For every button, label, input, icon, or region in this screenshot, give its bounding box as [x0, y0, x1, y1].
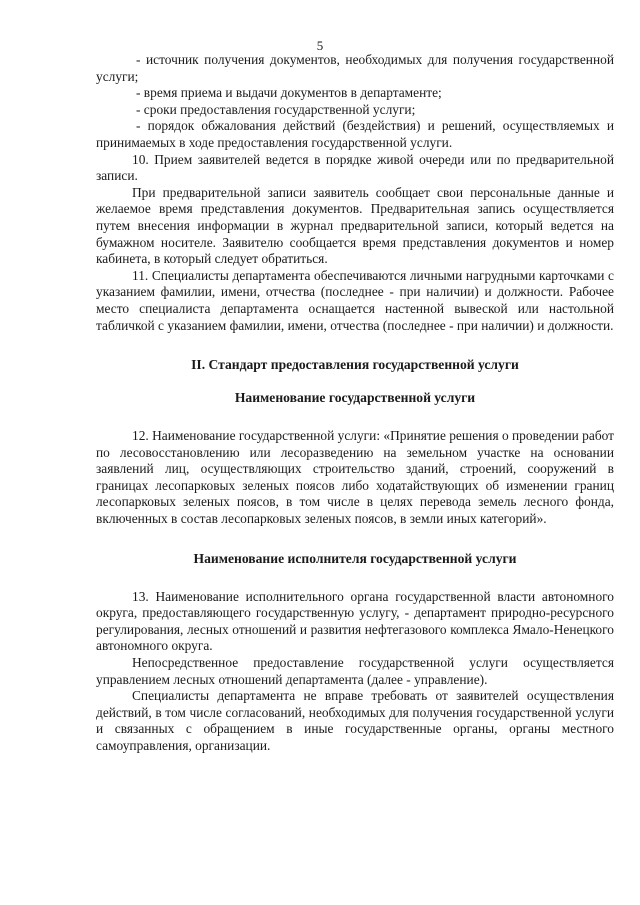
list-item-source: - источник получения документов, необходимых для получения государственной услуги;	[96, 52, 614, 84]
paragraph-12: 12. Наименование государственной услуги: «Принятие решения о проведении работ по лесовосстановлению или лесоразведению на земельном участке на основании заявлений лиц, осуществляющих строительство зданий, строений, сооружений в границах лесопарковых зеленых поясов либо ходатайствующих об изменении границ лесопарковых зеленых поясов, в том числе в целях перевода земель лесного фонда, включенных в состав лесопарковых зеленых поясов, в земли иных категорий».	[96, 428, 615, 527]
subsection-title-executor: Наименование исполнителя государственной услуги	[193, 550, 517, 566]
page-number: 5	[316, 38, 324, 53]
list-item-appeal: - порядок обжалования действий (бездействия) и решений, осуществляемых и принимаемых в ходе предоставления государственной услуги.	[96, 118, 614, 150]
paragraph-13: 13. Наименование исполнительного органа государственной власти автономного округа, предоставляющего государственную услугу, - департамент природно-ресурсного регулирования, лесных отношений и развития нефтегазового комплекса Ямало-Ненецкого автономного округа.	[96, 588, 614, 654]
section-title: II. Стандарт предоставления государственной услуги	[191, 357, 519, 373]
list-item-terms: - сроки предоставления государственной услуги;	[136, 101, 416, 117]
page-content	[96, 52, 614, 755]
paragraph-13-direct: Непосредственное предоставление государственной услуги осуществляется управлением лесных отношений департамента (далее - управление).	[96, 655, 614, 687]
paragraph-10-prerecord: При предварительной записи заявитель сообщает свои персональные данные и желаемое время представления документов. Предварительная запись осуществляется путем внесения информации в журнал предварительной записи, который ведется на бумажном носителе. Заявителю сообщается время представления документов и номер кабинета, в который следует обратиться.	[96, 184, 614, 267]
list-item-time: - время приема и выдачи документов в департаменте;	[136, 85, 442, 101]
paragraph-10: 10. Прием заявителей ведется в порядке живой очереди или по предварительной записи.	[96, 151, 614, 184]
paragraph-13-specialists: Специалисты департамента не вправе требовать от заявителей осуществления действий, в том числе согласований, необходимых для получения государственной услуги и связанных с обращением в иные государственные органы, органы местного самоуправления, организации.	[96, 688, 614, 753]
paragraph-11: 11. Специалисты департамента обеспечиваются личными нагрудными карточками с указанием фамилии, имени, отчества (последнее - при наличии) и должности. Рабочее место специалиста департамента оснащается настенной вывеской или настольной табличкой с указанием фамилии, имени, отчества (последнее - при наличии) и должности.	[96, 267, 614, 333]
subsection-title-service-name: Наименование государственной услуги	[234, 390, 476, 406]
